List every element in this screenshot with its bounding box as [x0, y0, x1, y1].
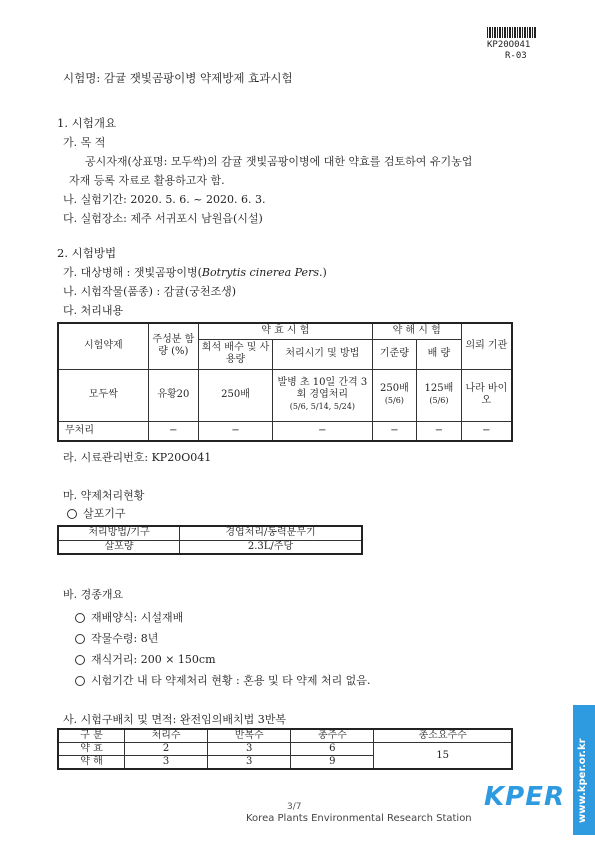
- th-org: 의뢰 기관: [461, 323, 512, 369]
- cell-treatments: 2: [125, 743, 208, 756]
- circle-bullet-icon: [67, 509, 77, 519]
- list-item: [75, 672, 370, 688]
- test-period: 나. 실험기간: 2020. 5. 6. ~ 2020. 6. 3.: [63, 193, 266, 206]
- cell-plants: 9: [291, 756, 374, 770]
- sprayer-table: [57, 525, 363, 555]
- th-replicates: 반복수: [208, 729, 291, 743]
- target-disease-prefix: 가. 대상병해 : 잿빛곰팡이병(: [63, 266, 202, 279]
- test-title: 시험명: 감귤 잿빛곰팡이병 약제방제 효과시험: [63, 71, 293, 85]
- cell-value: 2.3L/주당: [180, 540, 363, 554]
- cell-treatments: 3: [125, 756, 208, 770]
- timing-text: 발병 초 10일 간격 3회 경엽처리: [277, 377, 368, 400]
- timing-dates: (5/6, 5/14, 5/24): [289, 402, 355, 411]
- th-plants: 총주수: [291, 729, 374, 743]
- th-double: 배 량: [417, 339, 462, 369]
- th-dilution: 희석 배수 및 사용량: [199, 339, 273, 369]
- cultivation-item: 시험기간 내 타 약제처리 현황 : 혼용 및 타 약제 처리 없음.: [91, 674, 371, 687]
- doc-code-number: KP20O041: [487, 40, 531, 50]
- circle-bullet-icon: [75, 613, 85, 623]
- sprayer-label: 살포기구: [83, 507, 126, 520]
- cultivation-item: 작물수령: 8년: [91, 632, 159, 645]
- treatment-table: [57, 322, 513, 442]
- th-efficacy: 약 효 시 험: [199, 323, 373, 339]
- cell-empty: −: [461, 421, 512, 441]
- cultivation-item: 재식거리: 200 × 150cm: [91, 653, 216, 666]
- cultivation-item: 재배양식: 시설재배: [91, 611, 184, 624]
- cell-double: [417, 369, 462, 421]
- cell-org: 나라 바이오: [461, 369, 512, 421]
- cell-plants: 6: [291, 743, 374, 756]
- double-date: (5/6): [429, 396, 449, 405]
- double-text: 125배: [424, 383, 454, 394]
- target-disease-scientific: Botrytis cinerea Pers.: [201, 266, 323, 279]
- cell-label: 약 해: [58, 756, 125, 770]
- sample-number: 라. 시료관리번호: KP20O041: [63, 451, 212, 464]
- cultivation-heading: 바. 경종개요: [63, 588, 124, 601]
- list-item: [75, 630, 158, 646]
- purpose-label: 가. 목 적: [63, 136, 106, 149]
- circle-bullet-icon: [75, 655, 85, 665]
- test-location: 다. 실험장소: 제주 서귀포시 남원읍(시설): [63, 212, 263, 225]
- barcode: [487, 27, 537, 38]
- site-url: www.kper.or.kr: [577, 738, 588, 823]
- table-row: [58, 743, 512, 756]
- list-item: [75, 609, 183, 625]
- cell-replicates: 3: [208, 743, 291, 756]
- cell-total: 15: [374, 743, 512, 770]
- cell-replicates: 3: [208, 756, 291, 770]
- cell-empty: −: [417, 421, 462, 441]
- cell-standard: [372, 369, 417, 421]
- cell-empty: −: [273, 421, 373, 441]
- th-ingredient: 주성분 함량 (%): [148, 323, 198, 369]
- cell-value: 경엽처리/동력분무기: [180, 526, 363, 540]
- cell-empty: −: [148, 421, 198, 441]
- th-harm: 약 해 시 험: [372, 323, 461, 339]
- target-disease: [63, 264, 327, 280]
- th-agent: 시험약제: [58, 323, 148, 369]
- table-row: [58, 540, 362, 554]
- doc-revision: R-03: [505, 51, 527, 61]
- table-row: [58, 729, 512, 743]
- list-item: [75, 651, 216, 667]
- station-name: Korea Plants Environmental Research Station: [246, 813, 472, 824]
- layout-table: [57, 728, 513, 770]
- table-row: [58, 421, 512, 441]
- circle-bullet-icon: [75, 634, 85, 644]
- cell-agent: 무처리: [58, 421, 148, 441]
- th-standard: 기준량: [372, 339, 417, 369]
- th-total-plants: 총소요주수: [374, 729, 512, 743]
- doc-code: [487, 40, 530, 62]
- standard-text: 250배: [380, 383, 409, 394]
- cell-empty: −: [199, 421, 273, 441]
- standard-date: (5/6): [384, 396, 404, 405]
- page-number: 3/7: [287, 802, 302, 812]
- table-row: [58, 526, 362, 540]
- section2-heading: 2. 시험방법: [57, 246, 117, 260]
- sprayer-subheading: [67, 505, 126, 521]
- cell-timing: [273, 369, 373, 421]
- th-timing: 처리시기 및 방법: [273, 339, 373, 369]
- th-treatments: 처리수: [125, 729, 208, 743]
- cell-agent: 모두싹: [58, 369, 148, 421]
- cell-label: 처리방법/기구: [58, 526, 180, 540]
- cell-dilution: 250배: [199, 369, 273, 421]
- cell-empty: −: [372, 421, 417, 441]
- treatment-heading: 다. 처리내용: [63, 304, 124, 317]
- test-crop: 나. 시험작물(품종) : 감귤(궁천조생): [63, 285, 236, 298]
- section1-heading: 1. 시험개요: [57, 116, 117, 130]
- kper-logo: KPER: [484, 782, 565, 812]
- circle-bullet-icon: [75, 676, 85, 686]
- cell-label: 약 효: [58, 743, 125, 756]
- purpose-text-2: 자재 등록 자료로 활용하고자 함.: [69, 174, 225, 187]
- th-category: 구 분: [58, 729, 125, 743]
- table-row: [58, 369, 512, 421]
- target-disease-suffix: ): [322, 266, 327, 279]
- layout-heading: 사. 시험구배치 및 면적: 완전임의배치법 3반복: [63, 713, 286, 726]
- treatment-status-heading: 마. 약제처리현황: [63, 489, 145, 502]
- cell-label: 살포량: [58, 540, 180, 554]
- side-banner: [573, 705, 595, 835]
- cell-ingredient: 유황20: [148, 369, 198, 421]
- purpose-text-1: 공시자재(상표명: 모두싹)의 감귤 잿빛곰팡이병에 대한 약효를 검토하여 유기농업: [85, 155, 473, 168]
